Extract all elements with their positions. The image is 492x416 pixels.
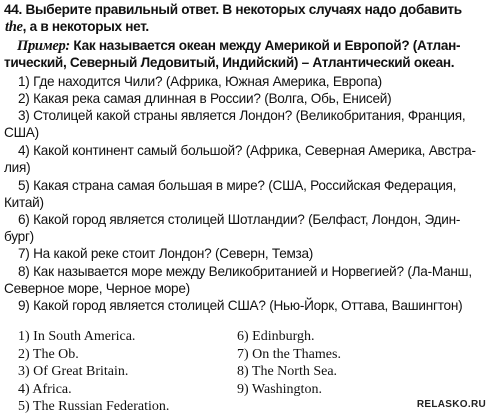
question-line: 8) Как называется море между Великобританией и Норвегией? (Ла-Манш, [18, 264, 472, 279]
task-heading-rest: , а в некоторых нет. [22, 19, 149, 34]
site-watermark: RELASKO.RU [416, 399, 486, 410]
question-line: США) [4, 125, 39, 140]
question-line: 2) Какая река самая длинная в России? (Волга, Обь, Енисей) [18, 91, 392, 106]
answer-item: 7) On the Thames. [237, 346, 341, 362]
example-line2 [4, 55, 454, 71]
answer-item: 5) The Russian Federation. [18, 399, 170, 415]
question-line: лия) [4, 160, 31, 175]
question-line: бург) [4, 229, 34, 244]
answer-item: 1) In South America. [18, 329, 136, 344]
answer-item: 8) The North Sea. [237, 364, 338, 380]
question-line: 9) Какой город является столицей США? (Нью-Йорк, Оттава, Вашингтон) [18, 298, 463, 313]
question-line: 7) На какой реке стоит Лондон? (Северн, Темза) [18, 246, 314, 261]
answer-item: 4) Africa. [18, 381, 72, 397]
answer-item: 6) Edinburgh. [237, 329, 315, 344]
answer-item: 9) Washington. [237, 381, 322, 397]
question-line: 1) Где находится Чили? (Африка, Южная Америка, Европа) [18, 74, 382, 89]
example-label: Пример: [17, 38, 70, 54]
answer-item: 2) The Ob. [18, 346, 79, 362]
question-line: Китай) [4, 195, 44, 210]
example-text2: тический, Северный Ледовитый, Индийский) – Атлантический океан. [4, 55, 455, 70]
task-heading-text: 44. Выберите правильный ответ. В некоторых случаях надо добавить [4, 2, 462, 17]
question-line: 5) Какая страна самая большая в мире? (США, Российская Федерация, [18, 178, 457, 193]
answers-right-column [237, 328, 341, 398]
answer-item: 3) Of Great Britain. [18, 364, 129, 380]
question-line: 6) Какой город является столицей Шотландии? (Белфаст, Лондон, Эдин- [18, 212, 461, 227]
task-heading-line1 [4, 2, 462, 18]
answers-left-column [18, 328, 169, 416]
question-line: Северное море, Черное море) [4, 281, 190, 296]
question-line: 4) Какой континент самый большой? (Африка, Северная Америка, Австра- [18, 143, 476, 158]
task-heading-line2 [5, 19, 149, 35]
example-line1 [17, 38, 460, 54]
example-text1: Как называется океан между Америкой и Европой? (Атлан- [69, 38, 461, 53]
task-article-word: the [5, 19, 23, 35]
question-line: 3) Столицей какой страны является Лондон? (Великобритания, Франция, [18, 108, 466, 123]
